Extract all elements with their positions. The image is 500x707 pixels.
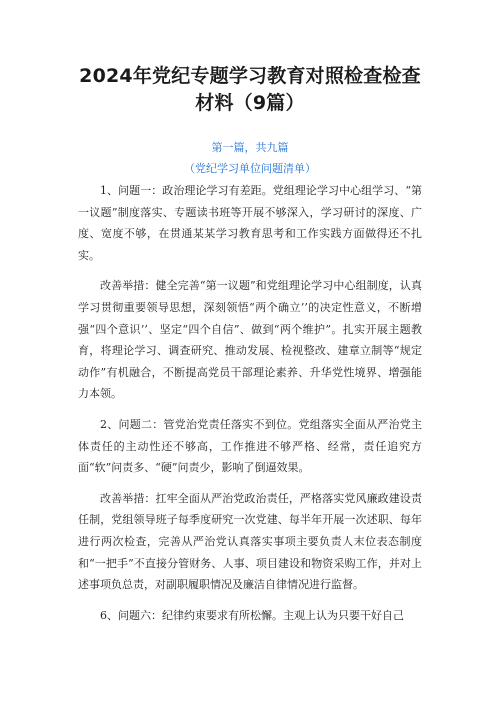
paragraph-problem-6: 6、问题六：纪律约束要求有所松懈。主观上认为只要干好自己 — [100, 608, 404, 622]
section-heading: 第一篇，共九篇 — [211, 141, 289, 154]
section-subtitle: （党纪学习单位问题清单） — [184, 162, 316, 175]
paragraph-measure-2: 改善举措：扛牢全面从严治党政治责任，严格落实党风廉政建设责任制，党组领导班子每季度研究一次党建、每半年开展一次述职、每年进行两次检查，完善从严治党认真落实事项主要负责人末位表态制度和“一把手”不直接分管财务、人事、项目建设和物资采购工作，并对上述事项负总责，对副职履职情况及廉洁自律情况进行监督。 — [78, 491, 422, 592]
paragraph-problem-1: 1、问题一：政治理论学习有差距。党组理论学习中心组学习、“第一议题”制度落实、专题读书班等开展不够深入，学习研讨的深度、广度、宽度不够，在贯通某某学习教育思考和工作实践方面做得还不扎实。 — [78, 184, 422, 262]
paragraph-problem-2: 2、问题二：管党治党责任落实不到位。党组落实全面从严治党主体责任的主动性还不够高，工作推进不够严格、经常，责任追究方面“软”问责多、“硬”问责少，影响了倒逼效果。 — [78, 417, 422, 475]
document-body — [78, 180, 422, 626]
document-title: 2024年党纪专题学习教育对照检查检查材料（9篇） — [79, 65, 421, 114]
paragraph-measure-1: 改善举措：健全完善“第一议题”和党组理论学习中心组制度，认真学习贯彻重要领导思想，深刻领悟“两个确立’’的决定性意义，不断增强“四个意识’’、坚定“四个自信”、做到“两个维护”。扎实开展主题教育，将理论学习、调查研究、推动发展、检视整改、建章立制等“规定动作”有机融合，不断提高党员干部理论素养、升华党性境界、增强能力本领。 — [78, 279, 422, 401]
